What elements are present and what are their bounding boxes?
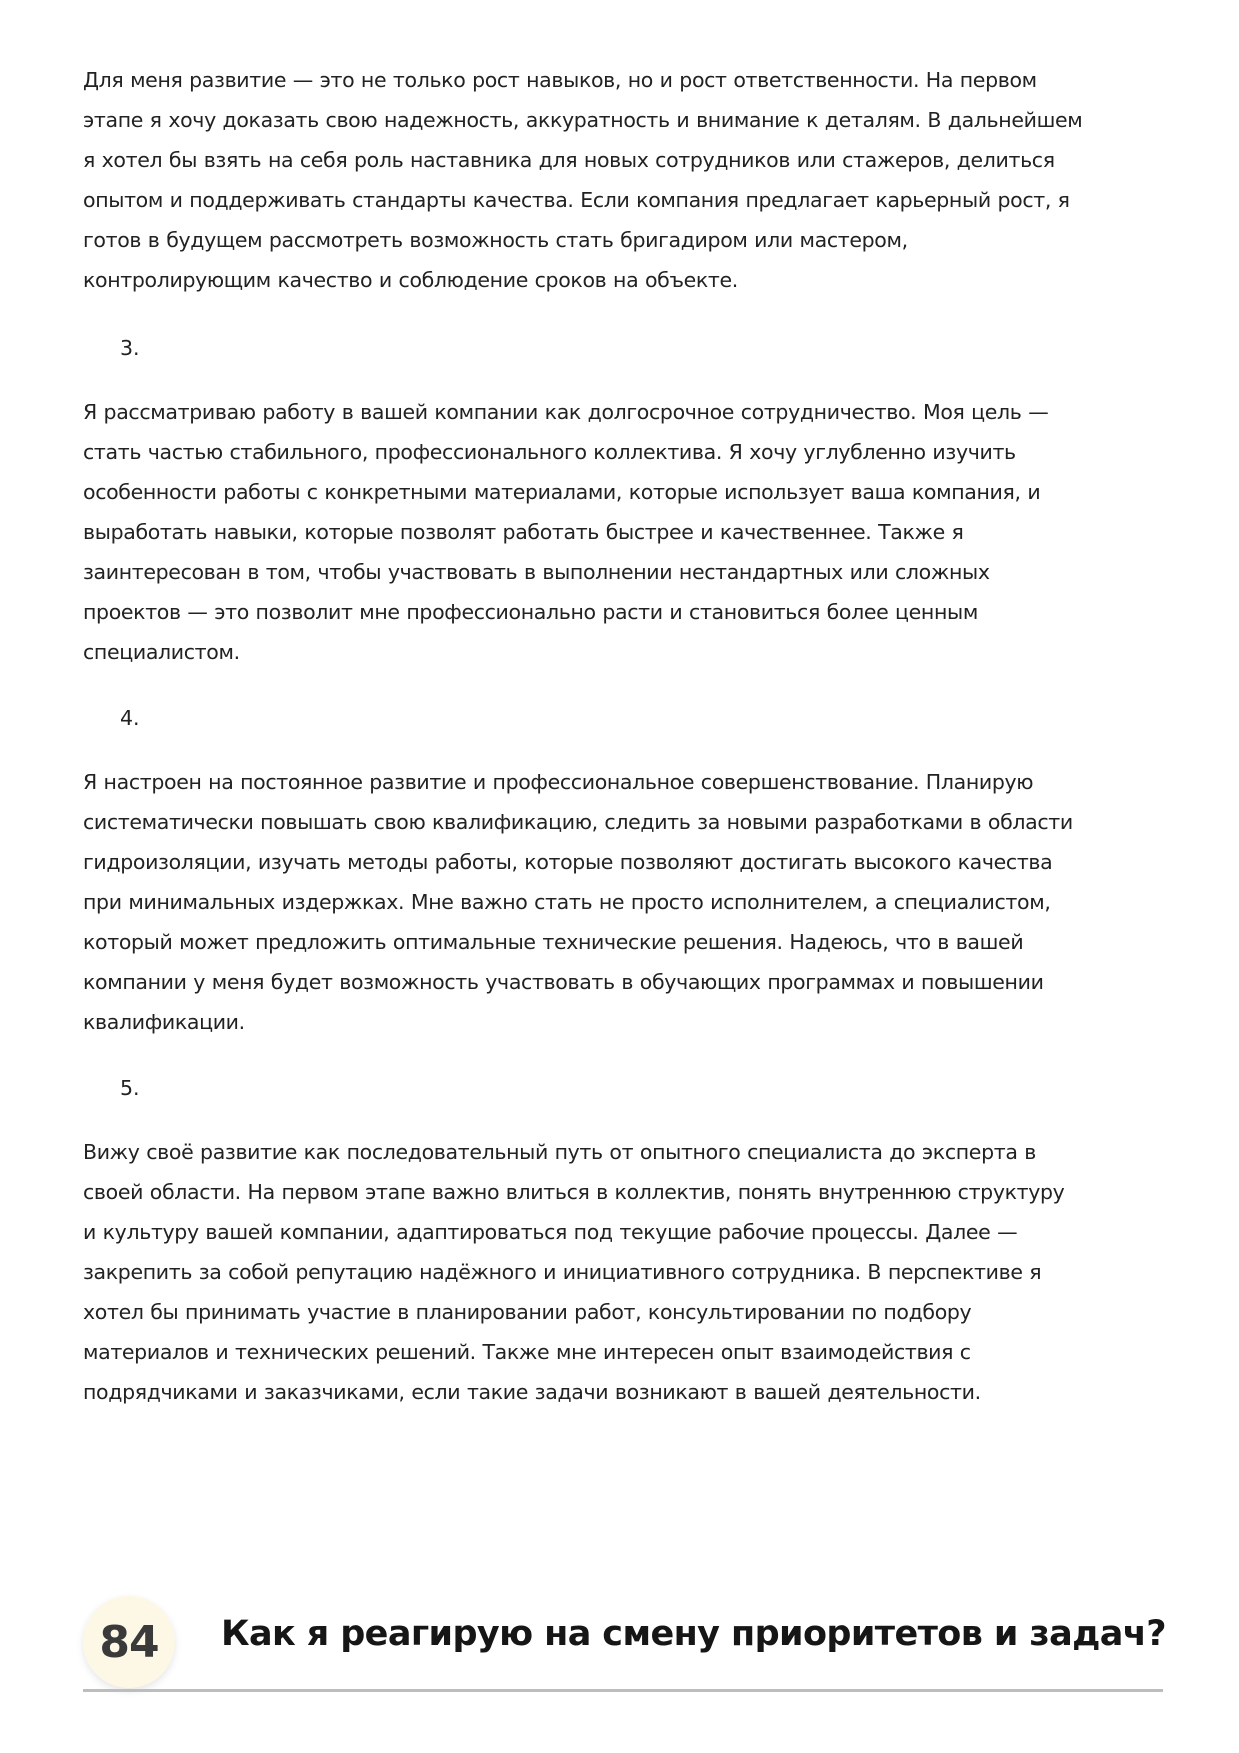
paragraph-line: хотел бы принимать участие в планировании работ, консультировании по подбору: [83, 1300, 972, 1324]
paragraph-line: заинтересован в том, чтобы участвовать в выполнении нестандартных или сложных: [83, 560, 990, 584]
list-number-5: 5.: [120, 1076, 140, 1100]
answer-paragraph-5: [83, 1132, 1064, 1412]
paragraph-line: стать частью стабильного, профессионального коллектива. Я хочу углубленно изучить: [83, 440, 1016, 464]
answer-paragraph-2: [83, 60, 1082, 300]
paragraph-line: при минимальных издержках. Мне важно стать не просто исполнителем, а специалистом,: [83, 890, 1051, 914]
paragraph-line: который может предложить оптимальные технические решения. Надеюсь, что в вашей: [83, 930, 1024, 954]
paragraph-line: квалификации.: [83, 1010, 245, 1034]
section-title: Как я реагирую на смену приоритетов и задач?: [221, 1614, 1166, 1654]
list-number-3: 3.: [120, 336, 140, 360]
paragraph-line: опытом и поддерживать стандарты качества. Если компания предлагает карьерный рост, я: [83, 188, 1070, 212]
paragraph-line: проектов — это позволит мне профессионально расти и становиться более ценным: [83, 600, 978, 624]
section-number-badge: 84: [83, 1596, 175, 1688]
paragraph-line: гидроизоляции, изучать методы работы, которые позволяют достигать высокого качества: [83, 850, 1053, 874]
paragraph-line: Вижу своё развитие как последовательный путь от опытного специалиста до эксперта в: [83, 1140, 1036, 1164]
paragraph-line: готов в будущем рассмотреть возможность стать бригадиром или мастером,: [83, 228, 908, 252]
paragraph-line: систематически повышать свою квалификацию, следить за новыми разработками в области: [83, 810, 1073, 834]
paragraph-line: компании у меня будет возможность участвовать в обучающих программах и повышении: [83, 970, 1044, 994]
section-heading: [83, 1596, 1166, 1696]
list-number-4: 4.: [120, 706, 140, 730]
paragraph-line: этапе я хочу доказать свою надежность, аккуратность и внимание к деталям. В дальнейшем: [83, 108, 1083, 132]
paragraph-line: материалов и технических решений. Также мне интересен опыт взаимодействия с: [83, 1340, 971, 1364]
paragraph-line: специалистом.: [83, 640, 240, 664]
paragraph-line: я хотел бы взять на себя роль наставника для новых сотрудников или стажеров, делиться: [83, 148, 1055, 172]
paragraph-line: выработать навыки, которые позволят работать быстрее и качественнее. Также я: [83, 520, 964, 544]
paragraph-line: Я рассматриваю работу в вашей компании как долгосрочное сотрудничество. Моя цель —: [83, 400, 1049, 424]
paragraph-line: контролирующим качество и соблюдение сроков на объекте.: [83, 268, 738, 292]
paragraph-line: особенности работы с конкретными материалами, которые использует ваша компания, и: [83, 480, 1041, 504]
answer-paragraph-3: [83, 392, 1048, 672]
paragraph-line: своей области. На первом этапе важно влиться в коллектив, понять внутреннюю структуру: [83, 1180, 1065, 1204]
paragraph-line: подрядчиками и заказчиками, если такие задачи возникают в вашей деятельности.: [83, 1380, 981, 1404]
paragraph-line: и культуру вашей компании, адаптироваться под текущие рабочие процессы. Далее —: [83, 1220, 1018, 1244]
section-divider: [83, 1689, 1163, 1692]
paragraph-line: Для меня развитие — это не только рост навыков, но и рост ответственности. На первом: [83, 68, 1037, 92]
paragraph-line: закрепить за собой репутацию надёжного и инициативного сотрудника. В перспективе я: [83, 1260, 1042, 1284]
paragraph-line: Я настроен на постоянное развитие и профессиональное совершенствование. Планирую: [83, 770, 1034, 794]
answer-paragraph-4: [83, 762, 1073, 1042]
